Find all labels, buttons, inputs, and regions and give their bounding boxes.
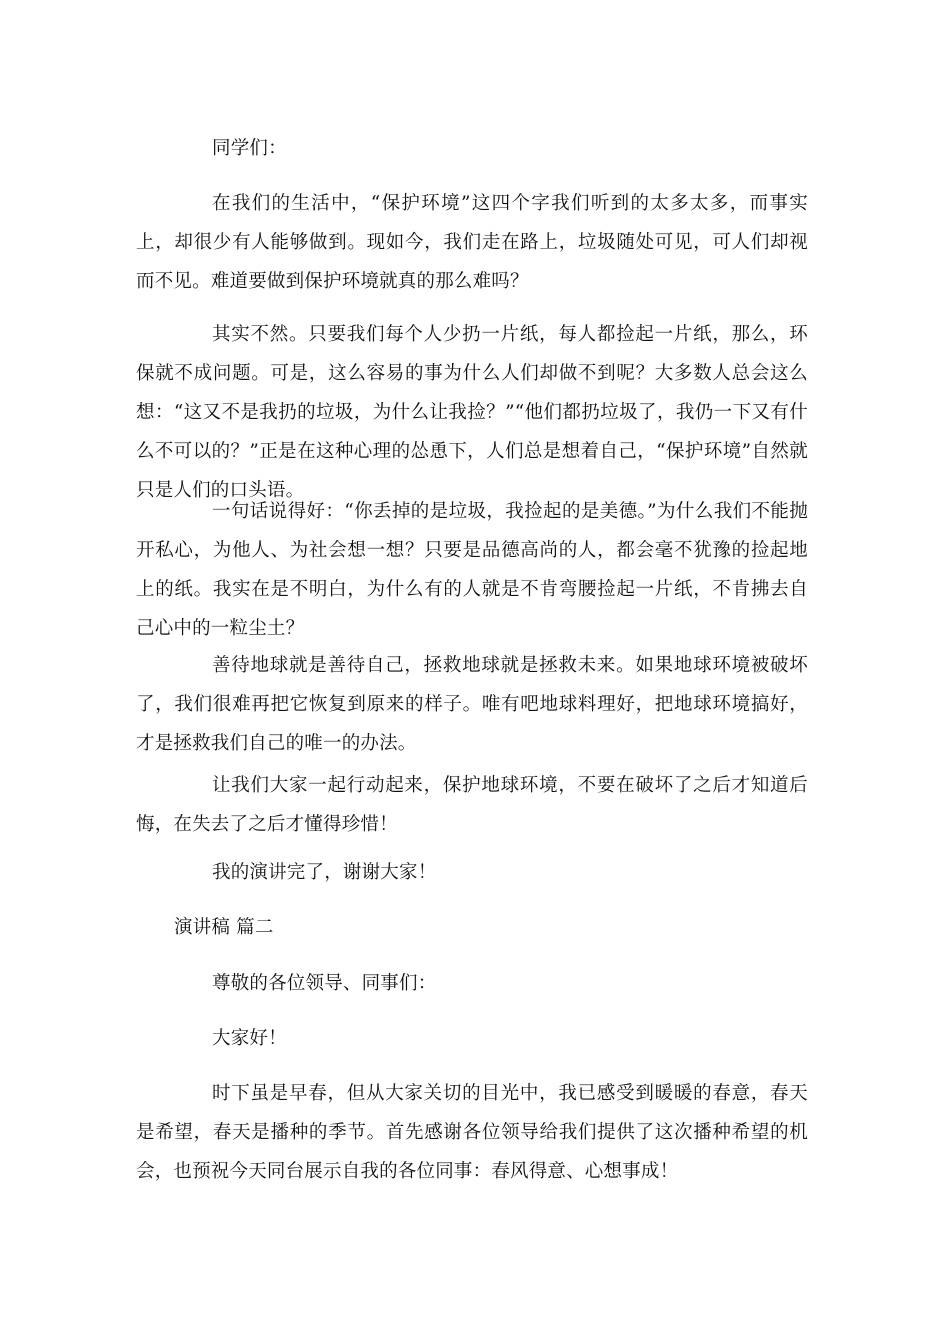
section-two-salutation: 尊敬的各位领导、同事们： xyxy=(212,973,437,994)
body-paragraph-4: 善待地球就是善待自己，拯救地球就是拯救未来。如果地球环境被破坏了，我们很难再把它恢复到原来的样子。唯有吧地球料理好，把地球环境搞好，才是拯救我们自己的唯一的办法。 xyxy=(136,655,808,754)
closing-paragraph: 我的演讲完了，谢谢大家！ xyxy=(212,862,437,883)
section-two-body-paragraph: 时下虽是早春，但从大家关切的目光中，我已感受到暖暖的春意，春天是希望，春天是播种的季节。首先感谢各位领导给我们提供了这次播种希望的机会，也预祝今天同台展示自我的各位同事：春风得意、心想事成！ xyxy=(136,1083,808,1182)
body-paragraph-3: 一句话说得好：“你丢掉的是垃圾，我捡起的是美德。”为什么我们不能抛开私心，为他人、为社会想一想？只要是品德高尚的人，都会毫不犹豫的捡起地上的纸。我实在是不明白，为什么有的人就是不肯弯腰捡起一片纸，不肯拂去自己心中的一粒尘土？ xyxy=(136,501,808,639)
body-paragraph-5: 让我们大家一起行动起来，保护地球环境，不要在破坏了之后才知道后悔，在失去了之后才懂得珍惜！ xyxy=(136,775,808,835)
salutation-paragraph: 同学们： xyxy=(212,138,287,159)
body-paragraph-2: 其实不然。只要我们每个人少扔一片纸，每人都捡起一片纸，那么，环保就不成问题。可是，这么容易的事为什么人们却做不到呢？大多数人总会这么想：“这又不是我扔的垃圾，为什么让我捡？”“他们都扔垃圾了，我仍一下又有什么不可以的？”正是在这种心理的怂恿下，人们总是想着自己，“保护环境”自然就只是人们的口头语。 xyxy=(136,324,808,501)
body-paragraph-1: 在我们的生活中，“保护环境”这四个字我们听到的太多太多，而事实上，却很少有人能够做到。现如今，我们走在路上，垃圾随处可见，可人们却视而不见。难道要做到保护环境就真的那么难吗？ xyxy=(136,193,808,292)
section-heading: 演讲稿 篇二 xyxy=(174,917,274,938)
section-two-greeting: 大家好！ xyxy=(212,1028,287,1049)
